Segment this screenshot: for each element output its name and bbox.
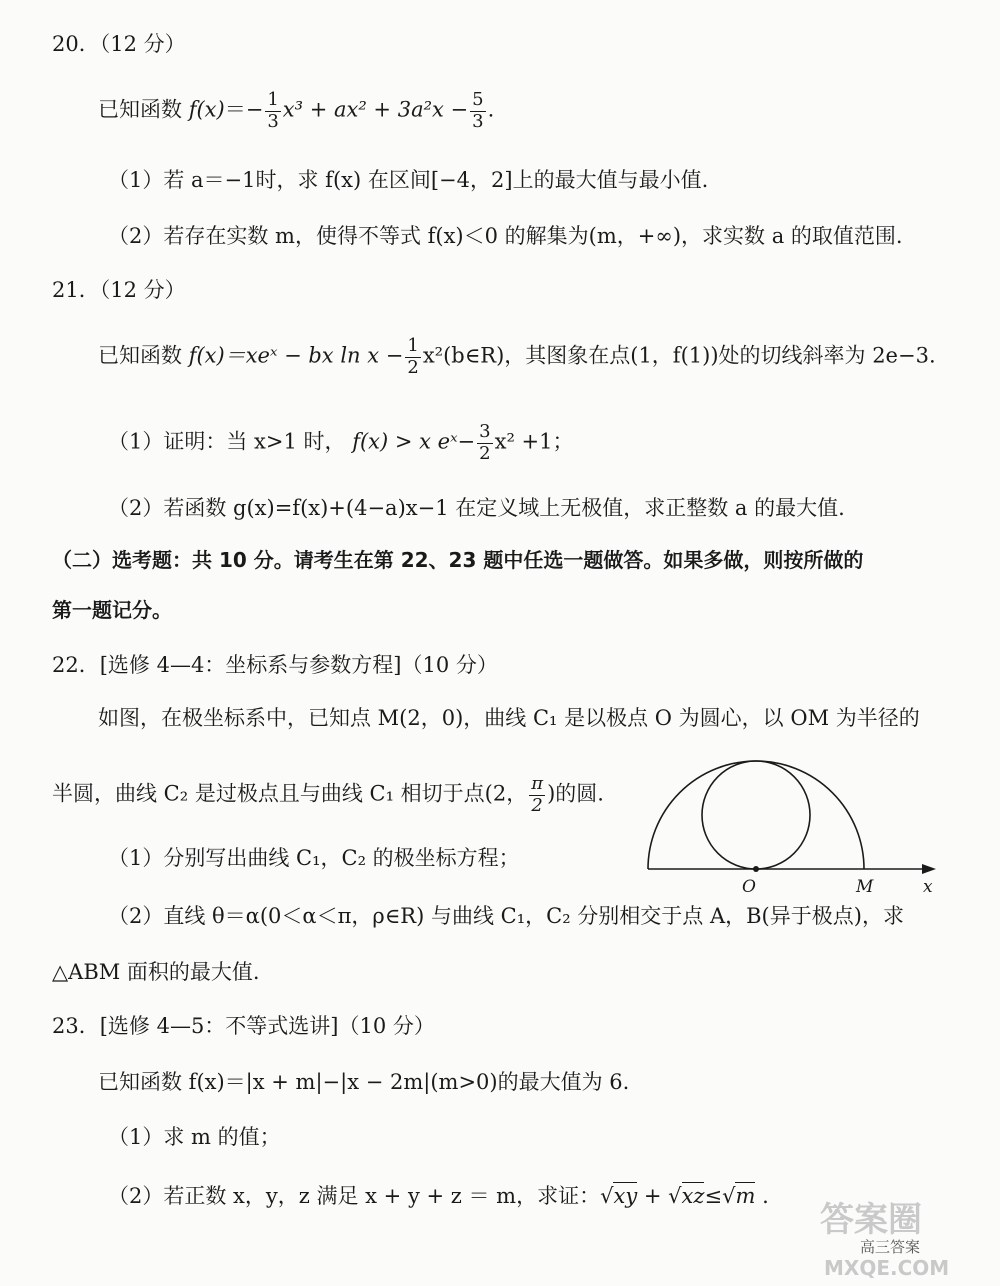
q21-intro: [98, 336, 936, 378]
q20-part1: （1）若 a＝−1时，求 f(x) 在区间[−4，2]上的最大值与最小值.: [108, 168, 709, 192]
q20-header: 20．（12 分）: [52, 32, 186, 56]
q21-frac1: $\frac{1}{2}$: [407, 335, 419, 378]
q21-expr1: f(x)＝xeˣ − bx ln x −: [188, 343, 404, 368]
q20-frac2: $\frac{5}{3}$: [472, 89, 484, 132]
q22-intro: 如图，在极坐标系中，已知点 M(2，0)，曲线 C₁ 是以极点 O 为圆心，以 OM 为半径的: [98, 706, 920, 730]
q23-part1: （1）求 m 的值；: [108, 1125, 281, 1149]
q20-intro: [98, 90, 494, 132]
q22-line2-prefix: 半圆，曲线 C₂ 是过极点且与曲线 C₁ 相切于点(2，: [52, 781, 528, 806]
semicircle-c1: [648, 761, 864, 869]
polar-figure: [640, 752, 950, 902]
q20-part2: （2）若存在实数 m，使得不等式 f(x)＜0 的解集为(m，+∞)，求实数 a 的取值范围.: [108, 224, 903, 248]
q21-part2: （2）若函数 g(x)=f(x)+(4−a)x−1 在定义域上无极值，求正整数 a 的最大值.: [108, 496, 845, 520]
label-o: O: [742, 877, 756, 897]
watermark-site: MXQE.COM: [824, 1256, 950, 1280]
q23-plus: +: [637, 1184, 669, 1208]
q21-intro-prefix: 已知函数: [98, 343, 182, 368]
q20-fx: f(x): [188, 97, 225, 122]
q21-part1: [108, 422, 574, 464]
watermark-caption: 高三答案: [860, 1238, 921, 1256]
q21-p1-end: x² +1；: [494, 429, 574, 454]
q22-frac: $\frac{\pi}{2}$: [531, 773, 544, 816]
q22-line2-end: )的圆.: [547, 781, 604, 806]
q23-p2-prefix: （2）若正数 x，y，z 满足 x + y + z ＝ m，求证：: [108, 1184, 601, 1208]
q21-p1-frac: $\frac{3}{2}$: [479, 421, 491, 464]
q20-intro-prefix: 已知函数: [98, 97, 182, 122]
q20-end: .: [487, 97, 495, 122]
q22-part1: （1）分别写出曲线 C₁，C₂ 的极坐标方程；: [108, 846, 520, 870]
q22-part2: （2）直线 θ＝α(0＜α＜π，ρ∈R) 与曲线 C₁，C₂ 分别相交于点 A，B(异于极点)，求: [108, 904, 904, 928]
q21-header: 21．（12 分）: [52, 278, 186, 302]
axis-arrow: [922, 864, 936, 874]
q20-frac1: $\frac{1}{3}$: [267, 89, 279, 132]
q21-p1-expr: f(x) > x eˣ−: [352, 429, 476, 454]
label-m: M: [856, 877, 874, 897]
q22-part2-continued: △ABM 面积的最大值.: [52, 960, 260, 984]
pole-point: [753, 866, 759, 872]
watermark-logo: 答案圈: [820, 1200, 922, 1240]
elective-note-line1: （二）选考题：共 10 分。请考生在第 22、23 题中任选一题做答。如果多做，则按所做的: [52, 548, 864, 572]
elective-note-line2: 第一题记分。: [52, 598, 172, 622]
label-x: x: [923, 877, 933, 897]
q21-expr2: x²(b∈R)，其图象在点(1，f(1))处的切线斜率为 2e−3.: [422, 343, 936, 368]
q22-header: 22．[选修 4—4：坐标系与参数方程]（10 分）: [52, 653, 498, 677]
circle-c2: [702, 761, 810, 869]
q23-p2-end: .: [755, 1184, 769, 1208]
q23-part2: [108, 1186, 769, 1207]
q20-eq: ＝−: [224, 97, 264, 122]
q23-header: 23．[选修 4—5：不等式选讲]（10 分）: [52, 1014, 435, 1038]
sqrt-xy: √xy: [600, 1184, 638, 1208]
q23-leq: ≤: [704, 1184, 723, 1208]
q22-line2: [52, 774, 604, 816]
q21-p1-prefix: （1）证明：当 x>1 时，: [108, 429, 346, 454]
q23-intro: 已知函数 f(x)＝|x + m|−|x − 2m|(m>0)的最大值为 6.: [98, 1070, 630, 1094]
sqrt-xz: √xz: [668, 1184, 705, 1208]
q20-term2: x³ + ax² + 3a²x −: [282, 97, 469, 122]
sqrt-m: √m: [722, 1184, 756, 1208]
